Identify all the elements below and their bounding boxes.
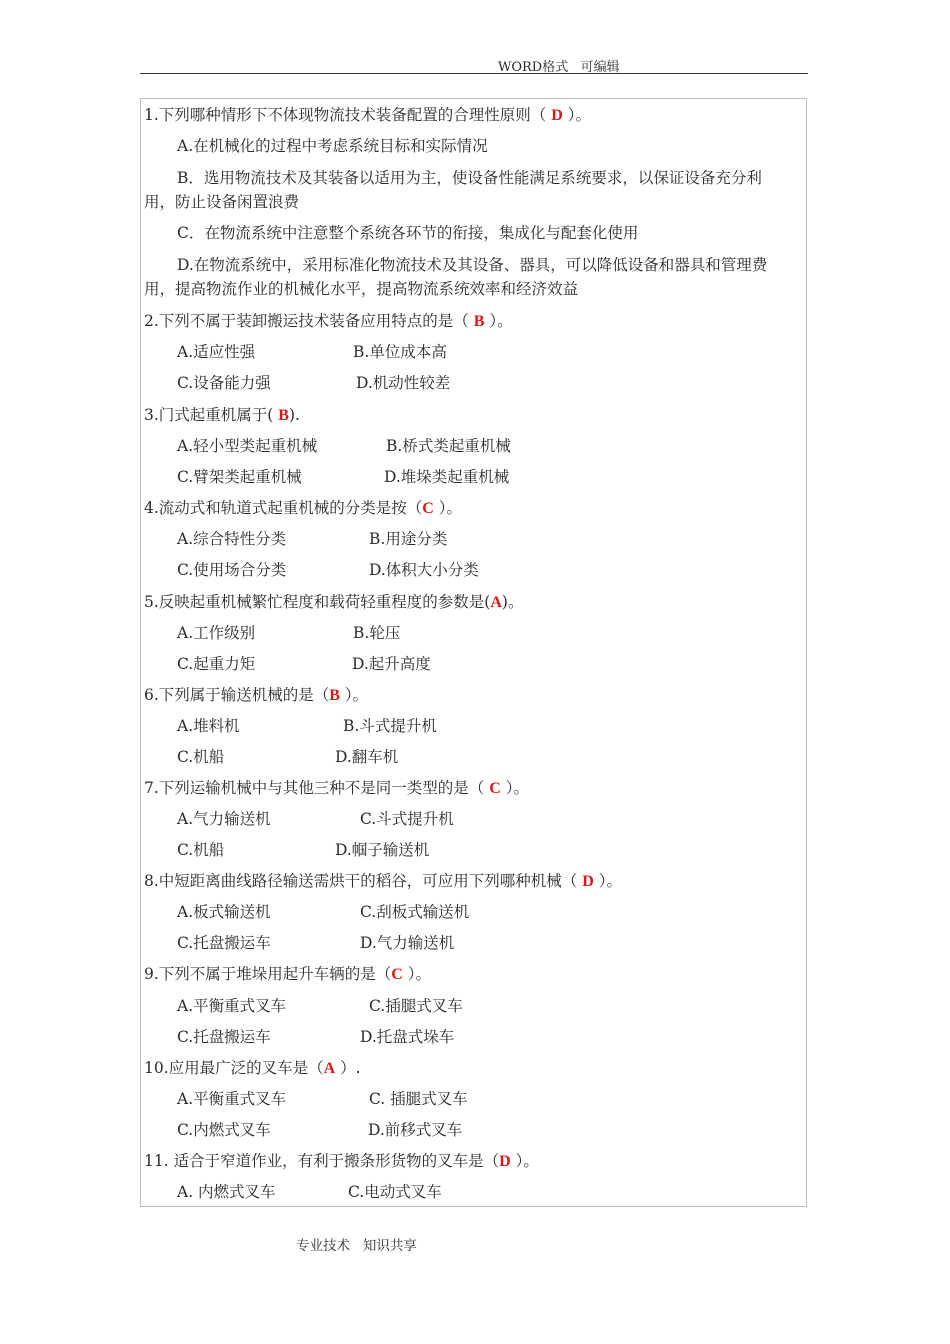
option: C.插腿式叉车 xyxy=(369,997,463,1015)
question-5-stem xyxy=(144,592,523,613)
stem-end: ）。 xyxy=(402,965,432,983)
option: A.平衡重式叉车 xyxy=(177,997,287,1015)
option: D.翻车机 xyxy=(335,748,399,766)
answer-mark: B xyxy=(473,313,485,330)
answer-mark: D xyxy=(582,873,594,890)
stem-end: ）。 xyxy=(339,686,369,704)
option: C.托盘搬运车 xyxy=(177,934,271,952)
stem-text: 2.下列不属于装卸搬运技术装备应用特点的是（ xyxy=(144,312,474,330)
option: A.板式输送机 xyxy=(177,903,271,921)
option-d: D.在物流系统中，采用标准化物流技术及其设备、器具，可以降低设备和器具和管理费 xyxy=(177,256,768,274)
option: B.用途分类 xyxy=(369,530,448,548)
stem-text: 6.下列属于输送机械的是（ xyxy=(144,686,330,704)
answer-mark: A xyxy=(323,1060,336,1077)
option: C.使用场合分类 xyxy=(177,561,287,579)
stem-end: ）。 xyxy=(433,499,463,517)
option: A. 内燃式叉车 xyxy=(177,1183,276,1201)
stem-end: ）。 xyxy=(562,106,591,124)
stem-end: ）. xyxy=(335,1059,361,1077)
stem-text: 8.中短距离曲线路径输送需烘干的稻谷，可应用下列哪种机械（ xyxy=(144,872,583,890)
option: C.臂架类起重机械 xyxy=(177,468,302,486)
option: A.综合特性分类 xyxy=(177,530,287,548)
option-b-cont: 用，防止设备闲置浪费 xyxy=(144,193,300,211)
option-d-cont: 用，提高物流作业的机械化水平，提高物流系统效率和经济效益 xyxy=(144,280,579,298)
stem-end: ）。 xyxy=(510,1152,539,1170)
option: C.机船 xyxy=(177,748,225,766)
question-10-stem xyxy=(144,1058,361,1079)
option: D.托盘式垛车 xyxy=(360,1028,455,1046)
stem-end: ）。 xyxy=(500,779,529,797)
option: C.电动式叉车 xyxy=(348,1183,442,1201)
option: C.托盘搬运车 xyxy=(177,1028,271,1046)
question-4-stem xyxy=(144,498,462,519)
option: D.前移式叉车 xyxy=(368,1121,463,1139)
option-c: C．在物流系统中注意整个系统各环节的衔接，集成化与配套化使用 xyxy=(177,224,639,242)
option: C.刮板式输送机 xyxy=(360,903,470,921)
stem-text: 5.反映起重机械繁忙程度和载荷轻重程度的参数是( xyxy=(144,593,491,611)
question-11-stem xyxy=(144,1151,539,1172)
option: B.单位成本高 xyxy=(353,343,447,361)
question-1-stem xyxy=(144,105,591,126)
answer-mark: B xyxy=(329,687,340,704)
stem-text: 11. 适合于窄道作业，有利于搬条形货物的叉车是（ xyxy=(144,1152,500,1170)
answer-mark: C xyxy=(391,966,403,983)
question-9-stem xyxy=(144,964,431,985)
stem-text: 3.门式起重机属于( xyxy=(144,406,279,424)
page-header xyxy=(140,55,808,74)
answer-mark: D xyxy=(551,107,563,124)
answer-mark: D xyxy=(499,1153,511,1170)
option: A.轻小型类起重机械 xyxy=(177,437,318,455)
option-b: B．选用物流技术及其装备以适用为主，使设备性能满足系统要求，以保证设备充分利 xyxy=(177,169,762,187)
header-text: WORD格式 可编辑 xyxy=(498,60,620,75)
option: A.适应性强 xyxy=(177,343,256,361)
option: C.起重力矩 xyxy=(177,655,256,673)
stem-end: )。 xyxy=(501,593,524,611)
option: A.堆料机 xyxy=(177,717,240,735)
option: A.气力输送机 xyxy=(177,810,271,828)
option: D.气力输送机 xyxy=(360,934,455,952)
stem-text: 4.流动式和轨道式起重机械的分类是按（ xyxy=(144,499,423,517)
option: C.内燃式叉车 xyxy=(177,1121,271,1139)
option: B.桥式类起重机械 xyxy=(386,437,511,455)
stem-text: 1.下列哪种情形下不体现物流技术装备配置的合理性原则（ xyxy=(144,106,552,124)
stem-text: 9.下列不属于堆垛用起升车辆的是（ xyxy=(144,965,392,983)
option: D.体积大小分类 xyxy=(369,561,479,579)
question-3-stem xyxy=(144,405,300,426)
stem-end: ）。 xyxy=(593,872,622,890)
question-6-stem xyxy=(144,685,368,706)
option: C.机船 xyxy=(177,841,225,859)
stem-text: 10.应用最广泛的叉车是（ xyxy=(144,1059,324,1077)
answer-mark: B xyxy=(278,407,289,424)
stem-text: 7.下列运输机械中与其他三种不是同一类型的是（ xyxy=(144,779,490,797)
option: D.机动性较差 xyxy=(356,374,451,392)
option: D.帼子输送机 xyxy=(335,841,430,859)
option: D.堆垛类起重机械 xyxy=(384,468,510,486)
answer-mark: A xyxy=(490,594,502,611)
answer-mark: C xyxy=(422,500,434,517)
option: A.工作级别 xyxy=(177,624,256,642)
option: C.设备能力强 xyxy=(177,374,271,392)
page-footer: 专业技术 知识共享 xyxy=(296,1238,417,1254)
option: D.起升高度 xyxy=(352,655,431,673)
question-8-stem xyxy=(144,871,622,892)
answer-mark: C xyxy=(489,780,501,797)
question-2-stem xyxy=(144,311,513,332)
stem-end: ). xyxy=(288,406,300,424)
option: C.斗式提升机 xyxy=(360,810,454,828)
stem-end: ）。 xyxy=(484,312,513,330)
option: A.平衡重式叉车 xyxy=(177,1090,287,1108)
option: B.斗式提升机 xyxy=(343,717,437,735)
question-7-stem xyxy=(144,778,529,799)
option: C. 插腿式叉车 xyxy=(369,1090,468,1108)
option-a: A.在机械化的过程中考虑系统目标和实际情况 xyxy=(177,137,488,155)
option: B.轮压 xyxy=(353,624,401,642)
